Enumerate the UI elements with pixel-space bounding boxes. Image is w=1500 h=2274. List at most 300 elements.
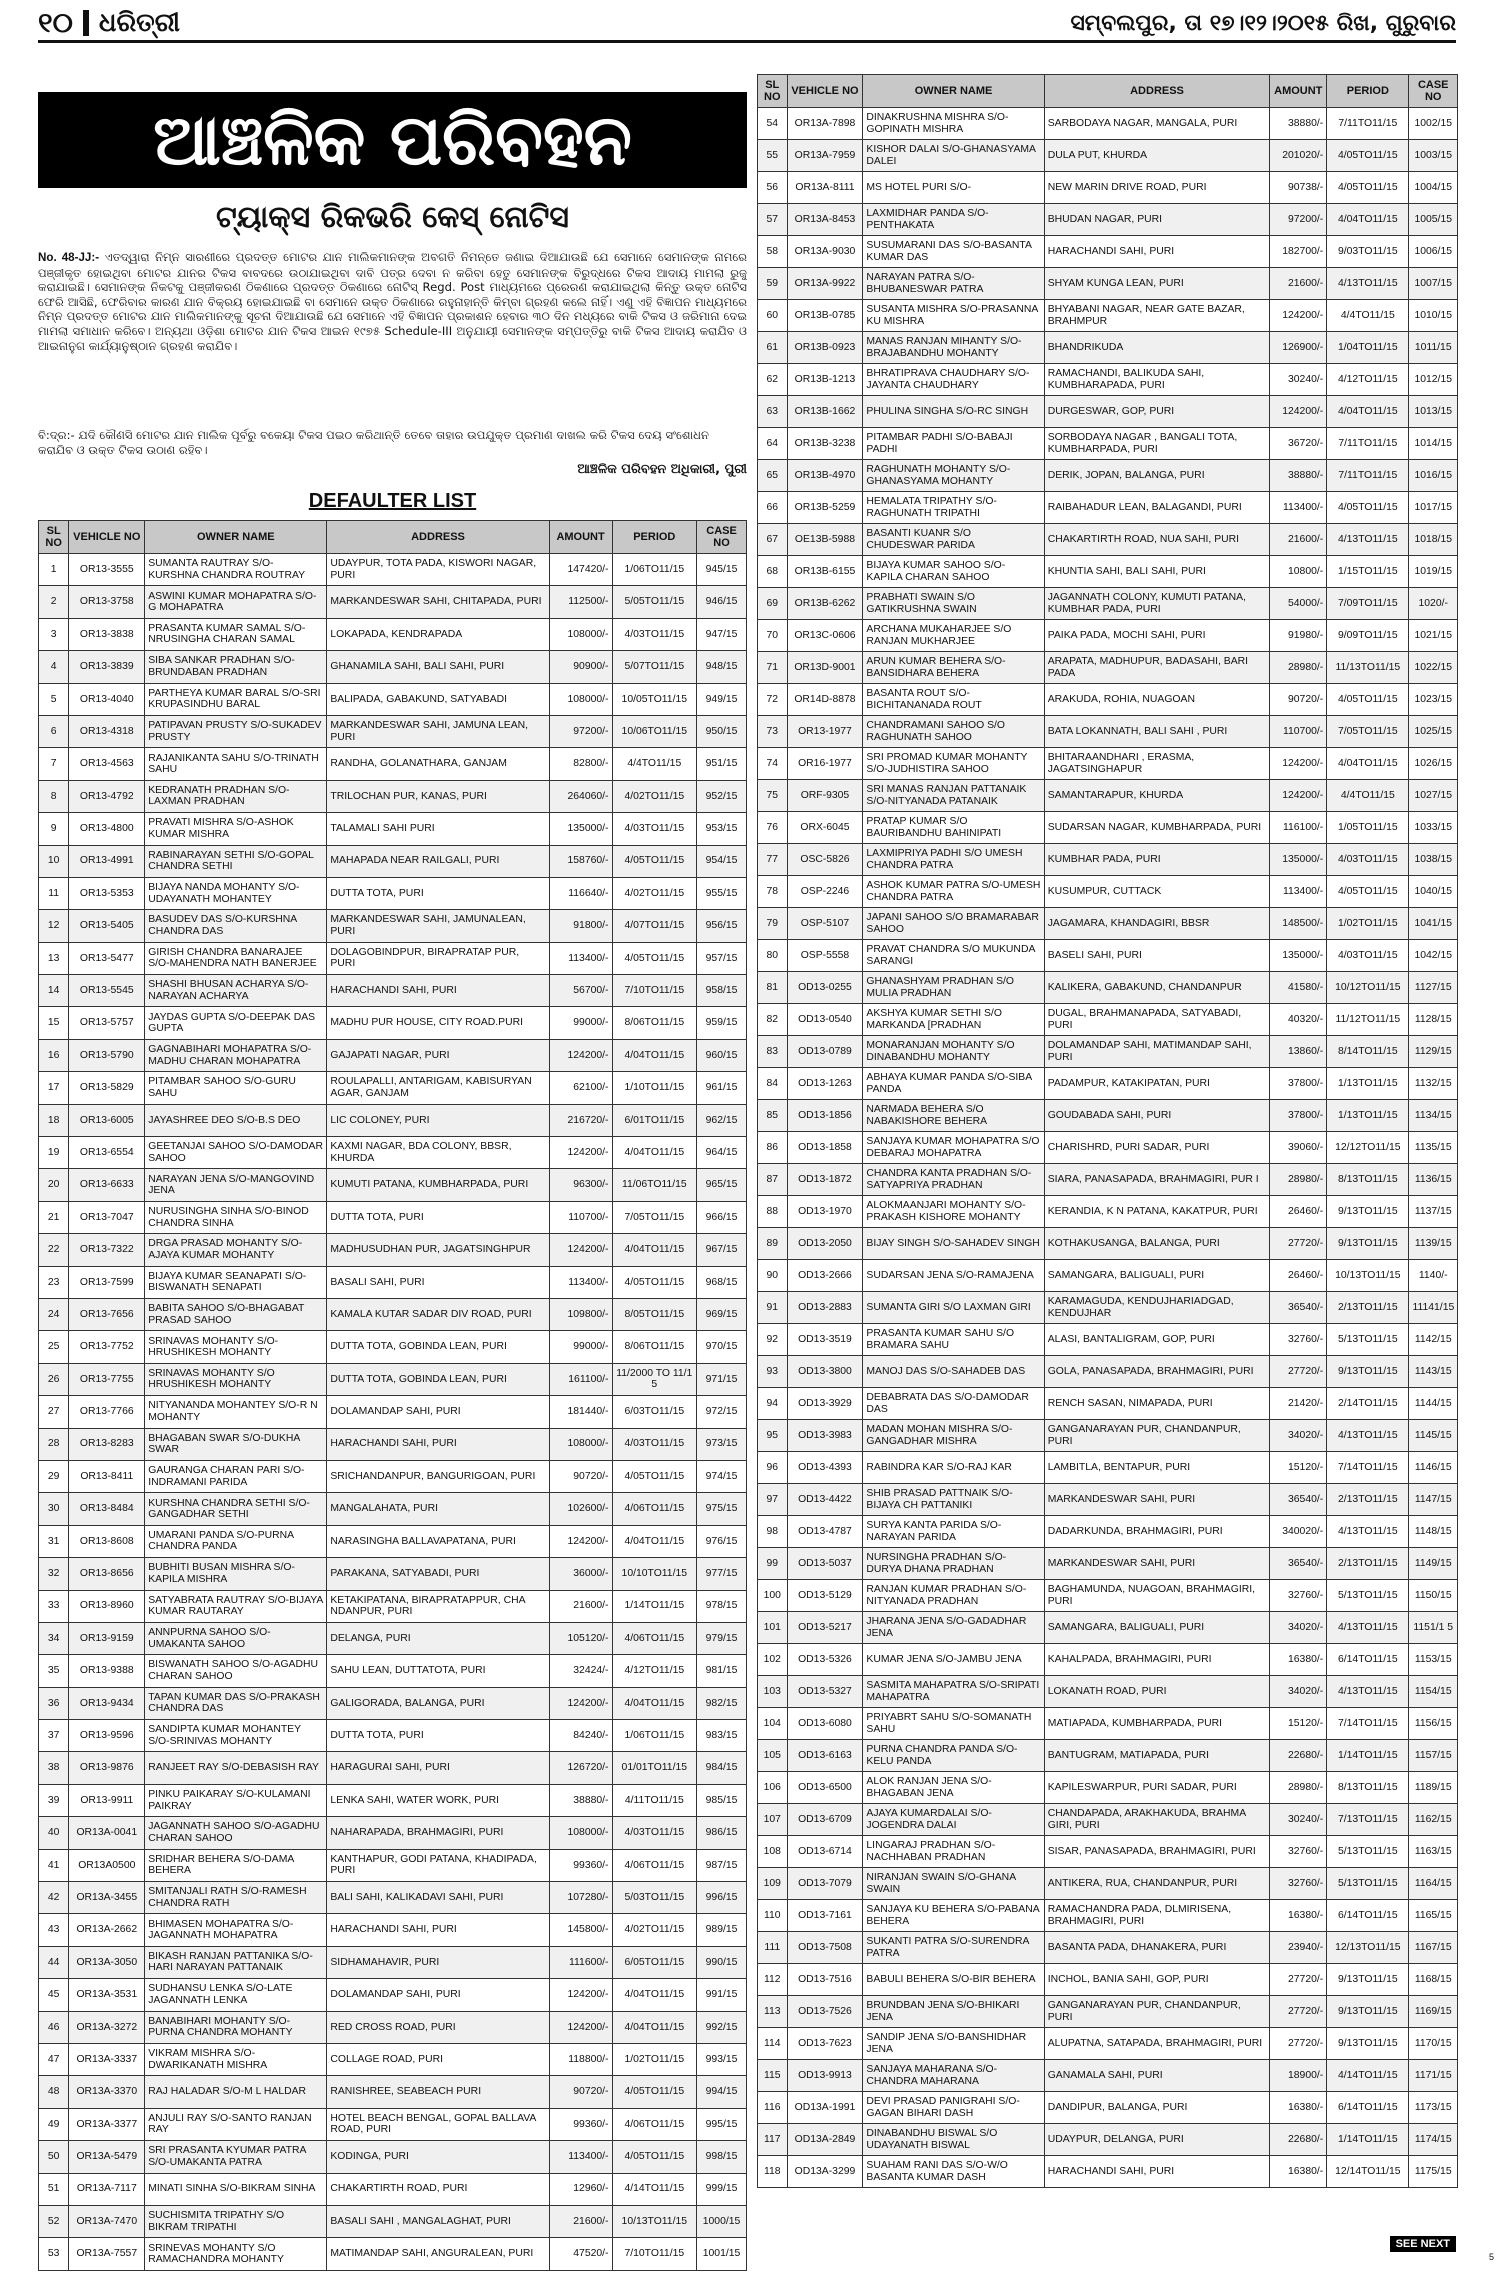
cell-amount: 181440/- <box>549 1396 612 1428</box>
cell-vehicle: OD13-7526 <box>787 1996 863 2028</box>
cell-case: 995/15 <box>697 2108 747 2140</box>
cell-vehicle: OR13-7599 <box>69 1266 145 1298</box>
cell-amount: 112500/- <box>549 586 612 618</box>
table-row <box>39 1817 747 1849</box>
cell-period: 1/10TO11/15 <box>612 1072 697 1104</box>
cell-sl: 42 <box>39 1882 69 1914</box>
cell-address: NARASINGHA BALLAVAPATANA, PURI <box>327 1525 549 1557</box>
cell-case: 971/15 <box>697 1363 747 1395</box>
cell-address: DOLAMANDAP SAHI, PURI <box>327 1979 549 2011</box>
table-row <box>39 1428 747 1460</box>
cell-owner: SASMITA MAHAPATRA S/O-SRIPATI MAHAPATRA <box>863 1676 1044 1708</box>
col-vehicle: VEHICLE NO <box>69 521 145 554</box>
table-row <box>758 1356 1458 1388</box>
cell-case: 1135/15 <box>1409 1132 1458 1164</box>
table-row <box>39 1234 747 1266</box>
cell-case: 973/15 <box>697 1428 747 1460</box>
cell-vehicle: OD13-5129 <box>787 1580 863 1612</box>
cell-period: 4/02TO11/15 <box>612 1914 697 1946</box>
cell-sl: 23 <box>39 1266 69 1298</box>
cell-period: 4/12TO11/15 <box>1327 364 1409 396</box>
cell-owner: DRGA PRASAD MOHANTY S/O-AJAYA KUMAR MOHANTY <box>145 1234 327 1266</box>
cell-amount: 30240/- <box>1270 364 1327 396</box>
cell-period: 4/14TO11/15 <box>612 2173 697 2205</box>
cell-case: 1006/15 <box>1409 236 1458 268</box>
cell-period: 10/10TO11/15 <box>612 1558 697 1590</box>
cell-vehicle: OSP-2246 <box>787 876 863 908</box>
cell-sl: 82 <box>758 1004 788 1036</box>
cell-address: BASALI SAHI , MANGALAGHAT, PURI <box>327 2205 549 2237</box>
table-row <box>758 1804 1458 1836</box>
table-row <box>39 1460 747 1492</box>
cell-period: 9/13TO11/15 <box>1327 1964 1409 1996</box>
cell-period: 4/02TO11/15 <box>612 780 697 812</box>
cell-owner: RANJEET RAY S/O-DEBASISH RAY <box>145 1752 327 1784</box>
cell-sl: 90 <box>758 1260 788 1292</box>
cell-address: BHYABANI NAGAR, NEAR GATE BAZAR, BRAHMPUR <box>1044 300 1270 332</box>
cell-owner: BIKASH RANJAN PATTANIKA S/O-HARI NARAYAN PATTANAIK <box>145 1946 327 1978</box>
cell-address: LOKANATH ROAD, PURI <box>1044 1676 1270 1708</box>
table-row <box>758 204 1458 236</box>
cell-case: 1005/15 <box>1409 204 1458 236</box>
cell-period: 4/03TO11/15 <box>612 1817 697 1849</box>
cell-owner: RAGHUNATH MOHANTY S/O-GHANASYAMA MOHANTY <box>863 460 1044 492</box>
cell-owner: SHIB PRASAD PATTNAIK S/O-BIJAYA CH PATTANIKI <box>863 1484 1044 1516</box>
cell-vehicle: OD13-4787 <box>787 1516 863 1548</box>
cell-owner: MANOJ DAS S/O-SAHADEB DAS <box>863 1356 1044 1388</box>
cell-period: 1/13TO11/15 <box>1327 1068 1409 1100</box>
cell-address: MARKANDESWAR SAHI, PURI <box>1044 1548 1270 1580</box>
table-row <box>758 940 1458 972</box>
cell-case: 1019/15 <box>1409 556 1458 588</box>
cell-period: 9/13TO11/15 <box>1327 1996 1409 2028</box>
cell-amount: 22680/- <box>1270 2124 1327 2156</box>
cell-amount: 99360/- <box>549 1849 612 1881</box>
cell-sl: 21 <box>39 1201 69 1233</box>
cell-period: 4/11TO11/15 <box>612 1784 697 1816</box>
cell-owner: NURUSINGHA SINHA S/O-BINOD CHANDRA SINHA <box>145 1201 327 1233</box>
cell-period: 4/04TO11/15 <box>612 1525 697 1557</box>
cell-amount: 124200/- <box>549 1979 612 2011</box>
cell-period: 7/13TO11/15 <box>1327 1804 1409 1836</box>
cell-vehicle: OR13B-5259 <box>787 492 863 524</box>
cell-vehicle: OR13A-9030 <box>787 236 863 268</box>
cell-sl: 16 <box>39 1039 69 1071</box>
cell-sl: 65 <box>758 460 788 492</box>
cell-sl: 88 <box>758 1196 788 1228</box>
cell-sl: 2 <box>39 586 69 618</box>
table-row <box>39 1363 747 1395</box>
cell-vehicle: OR13B-1213 <box>787 364 863 396</box>
cell-sl: 25 <box>39 1331 69 1363</box>
cell-vehicle: OR13-9876 <box>69 1752 145 1784</box>
table-row <box>39 845 747 877</box>
cell-vehicle: OD13-1970 <box>787 1196 863 1228</box>
cell-vehicle: OR13-5757 <box>69 1007 145 1039</box>
cell-sl: 5 <box>39 683 69 715</box>
table-row <box>39 1493 747 1525</box>
table-row <box>39 1914 747 1946</box>
cell-amount: 216720/- <box>549 1104 612 1136</box>
cell-owner: SUDARSAN JENA S/O-RAMAJENA <box>863 1260 1044 1292</box>
cell-owner: SRI MANAS RANJAN PATTANAIK S/O-NITYANADA PATANAIK <box>863 780 1044 812</box>
cell-address: ANTIKERA, RUA, CHANDANPUR, PURI <box>1044 1868 1270 1900</box>
cell-sl: 29 <box>39 1460 69 1492</box>
cell-sl: 3 <box>39 618 69 650</box>
cell-period: 1/13TO11/15 <box>1327 1100 1409 1132</box>
cell-amount: 113400/- <box>549 2141 612 2173</box>
cell-case: 1127/15 <box>1409 972 1458 1004</box>
cell-sl: 8 <box>39 780 69 812</box>
table-row <box>758 716 1458 748</box>
cell-sl: 99 <box>758 1548 788 1580</box>
cell-amount: 111600/- <box>549 1946 612 1978</box>
cell-case: 977/15 <box>697 1558 747 1590</box>
cell-address: MADHUSUDHAN PUR, JAGATSINGHPUR <box>327 1234 549 1266</box>
cell-address: MATIMANDAP SAHI, ANGURALEAN, PURI <box>327 2238 549 2270</box>
cell-vehicle: OR13-4318 <box>69 715 145 747</box>
cell-address: JAGAMARA, KHANDAGIRI, BBSR <box>1044 908 1270 940</box>
cell-address: MAHAPADA NEAR RAILGALI, PURI <box>327 845 549 877</box>
table-row <box>39 2205 747 2237</box>
cell-vehicle: OD13-7516 <box>787 1964 863 1996</box>
cell-case: 1173/15 <box>1409 2092 1458 2124</box>
cell-address: CHARISHRD, PURI SADAR, PURI <box>1044 1132 1270 1164</box>
cell-case: 1149/15 <box>1409 1548 1458 1580</box>
cell-vehicle: OR13-6633 <box>69 1169 145 1201</box>
cell-sl: 94 <box>758 1388 788 1420</box>
cell-period: 6/14TO11/15 <box>1327 1644 1409 1676</box>
cell-vehicle: OR13A-8453 <box>787 204 863 236</box>
cell-address: DERIK, JOPAN, BALANGA, PURI <box>1044 460 1270 492</box>
cell-sl: 44 <box>39 1946 69 1978</box>
cell-case: 1163/15 <box>1409 1836 1458 1868</box>
cell-sl: 59 <box>758 268 788 300</box>
cell-address: KHUNTIA SAHI, BALI SAHI, PURI <box>1044 556 1270 588</box>
cell-case: 1041/15 <box>1409 908 1458 940</box>
table-row <box>39 1396 747 1428</box>
cell-case: 1143/15 <box>1409 1356 1458 1388</box>
table-row <box>758 1324 1458 1356</box>
cell-vehicle: OR13-4792 <box>69 780 145 812</box>
cell-address: GANGANARAYAN PUR, CHANDANPUR, PURI <box>1044 1996 1270 2028</box>
cell-amount: 91800/- <box>549 910 612 942</box>
cell-owner: BUBHITI BUSAN MISHRA S/O-KAPILA MISHRA <box>145 1558 327 1590</box>
cell-amount: 109800/- <box>549 1298 612 1330</box>
cell-vehicle: OR13A-3455 <box>69 1882 145 1914</box>
table-row <box>758 172 1458 204</box>
cell-address: RAIBAHADUR LEAN, BALAGANDI, PURI <box>1044 492 1270 524</box>
cell-period: 9/03TO11/15 <box>1327 236 1409 268</box>
cell-owner: SRINEVAS MOHANTY S/O RAMACHANDRA MOHANTY <box>145 2238 327 2270</box>
cell-sl: 112 <box>758 1964 788 1996</box>
cell-sl: 30 <box>39 1493 69 1525</box>
cell-period: 4/06TO11/15 <box>612 1622 697 1654</box>
cell-vehicle: OD13-3800 <box>787 1356 863 1388</box>
cell-case: 993/15 <box>697 2043 747 2075</box>
cell-period: 8/13TO11/15 <box>1327 1772 1409 1804</box>
cell-owner: PITAMBAR PADHI S/O-BABAJI PADHI <box>863 428 1044 460</box>
cell-amount: 161100/- <box>549 1363 612 1395</box>
cell-amount: 36540/- <box>1270 1484 1327 1516</box>
cell-case: 970/15 <box>697 1331 747 1363</box>
cell-sl: 4 <box>39 651 69 683</box>
cell-vehicle: OD13-5217 <box>787 1612 863 1644</box>
cell-owner: SUMANTA GIRI S/O LAXMAN GIRI <box>863 1292 1044 1324</box>
cell-sl: 106 <box>758 1772 788 1804</box>
cell-amount: 28980/- <box>1270 1772 1327 1804</box>
cell-address: LAMBITLA, BENTAPUR, PURI <box>1044 1452 1270 1484</box>
cell-period: 4/04TO11/15 <box>1327 204 1409 236</box>
cell-period: 7/10TO11/15 <box>612 2238 697 2270</box>
table-row <box>758 1996 1458 2028</box>
cell-address: SIDHAMAHAVIR, PURI <box>327 1946 549 1978</box>
cell-case: 999/15 <box>697 2173 747 2205</box>
cell-amount: 38880/- <box>1270 108 1327 140</box>
cell-vehicle: OR14D-8878 <box>787 684 863 716</box>
cell-period: 12/14TO11/15 <box>1327 2156 1409 2188</box>
cell-sl: 48 <box>39 2076 69 2108</box>
cell-period: 4/13TO11/15 <box>1327 1676 1409 1708</box>
cell-period: 5/13TO11/15 <box>1327 1580 1409 1612</box>
cell-period: 6/03TO11/15 <box>612 1396 697 1428</box>
table-row <box>39 975 747 1007</box>
table-row <box>758 556 1458 588</box>
cell-owner: ARUN KUMAR BEHERA S/O-BANSIDHARA BEHERA <box>863 652 1044 684</box>
cell-sl: 34 <box>39 1622 69 1654</box>
cell-period: 6/14TO11/15 <box>1327 1900 1409 1932</box>
cell-owner: SUSUMARANI DAS S/O-BASANTA KUMAR DAS <box>863 236 1044 268</box>
cell-owner: LAXMIDHAR PANDA S/O-PENTHAKATA <box>863 204 1044 236</box>
cell-case: 1017/15 <box>1409 492 1458 524</box>
cell-vehicle: OD13-1858 <box>787 1132 863 1164</box>
cell-sl: 63 <box>758 396 788 428</box>
cell-amount: 105120/- <box>549 1622 612 1654</box>
cell-sl: 28 <box>39 1428 69 1460</box>
cell-amount: 47520/- <box>549 2238 612 2270</box>
cell-owner: SUMANTA RAUTRAY S/O-KURSHNA CHANDRA ROUTRAY <box>145 554 327 586</box>
cell-address: SUDARSAN NAGAR, KUMBHARPADA, PURI <box>1044 812 1270 844</box>
cell-case: 1153/15 <box>1409 1644 1458 1676</box>
cell-amount: 124200/- <box>549 1687 612 1719</box>
cell-case: 974/15 <box>697 1460 747 1492</box>
cell-owner: SANDIPTA KUMAR MOHANTEY S/O-SRINIVAS MOHANTY <box>145 1720 327 1752</box>
cell-amount: 21600/- <box>549 1590 612 1622</box>
cell-case: 996/15 <box>697 1882 747 1914</box>
cell-sl: 58 <box>758 236 788 268</box>
cell-vehicle: OR13-9434 <box>69 1687 145 1719</box>
cell-address: KETAKIPATANA, BIRAPRATAPPUR, CHA NDANPUR, PURI <box>327 1590 549 1622</box>
cell-sl: 105 <box>758 1740 788 1772</box>
cell-owner: SUDHANSU LENKA S/O-LATE JAGANNATH LENKA <box>145 1979 327 2011</box>
table-row <box>39 2011 747 2043</box>
cell-owner: SANDIP JENA S/O-BANSHIDHAR JENA <box>863 2028 1044 2060</box>
table-row <box>758 140 1458 172</box>
col-amount: AMOUNT <box>549 521 612 554</box>
cell-case: 992/15 <box>697 2011 747 2043</box>
cell-period: 7/11TO11/15 <box>1327 460 1409 492</box>
cell-period: 4/03TO11/15 <box>1327 940 1409 972</box>
cell-case: 1016/15 <box>1409 460 1458 492</box>
table-row <box>758 300 1458 332</box>
cell-address: KERANDIA, K N PATANA, KAKATPUR, PURI <box>1044 1196 1270 1228</box>
cell-address: HARAGURAI SAHI, PURI <box>327 1752 549 1784</box>
cell-sl: 114 <box>758 2028 788 2060</box>
cell-period: 4/07TO11/15 <box>612 910 697 942</box>
cell-case: 1002/15 <box>1409 108 1458 140</box>
cell-period: 4/04TO11/15 <box>612 1234 697 1266</box>
cell-address: GALIGORADA, BALANGA, PURI <box>327 1687 549 1719</box>
cell-owner: DINABANDHU BISWAL S/O UDAYANATH BISWAL <box>863 2124 1044 2156</box>
cell-vehicle: OD13-2883 <box>787 1292 863 1324</box>
cell-vehicle: OD13-2050 <box>787 1228 863 1260</box>
cell-vehicle: OD13-6500 <box>787 1772 863 1804</box>
cell-sl: 53 <box>39 2238 69 2270</box>
see-next-label: SEE NEXT <box>1390 2236 1456 2252</box>
cell-sl: 35 <box>39 1655 69 1687</box>
table-row <box>758 1612 1458 1644</box>
cell-owner: ANJULI RAY S/O-SANTO RANJAN RAY <box>145 2108 327 2140</box>
cell-amount: 135000/- <box>1270 940 1327 972</box>
cell-amount: 90720/- <box>549 2076 612 2108</box>
cell-case: 1132/15 <box>1409 1068 1458 1100</box>
cell-case: 1012/15 <box>1409 364 1458 396</box>
cell-address: DOLAMANDAP SAHI, MATIMANDAP SAHI, PURI <box>1044 1036 1270 1068</box>
cell-address: ROULAPALLI, ANTARIGAM, KABISURYAN AGAR, GANJAM <box>327 1072 549 1104</box>
table-row <box>758 1740 1458 1772</box>
table-row <box>758 972 1458 1004</box>
col-address: ADDRESS <box>1044 75 1270 108</box>
cell-owner: PHULINA SINGHA S/O-RC SINGH <box>863 396 1044 428</box>
cell-amount: 97200/- <box>1270 204 1327 236</box>
cell-address: PADAMPUR, KATAKIPATAN, PURI <box>1044 1068 1270 1100</box>
cell-address: KALIKERA, GABAKUND, CHANDANPUR <box>1044 972 1270 1004</box>
cell-owner: TAPAN KUMAR DAS S/O-PRAKASH CHANDRA DAS <box>145 1687 327 1719</box>
cell-amount: 13860/- <box>1270 1036 1327 1068</box>
cell-period: 1/14TO11/15 <box>1327 2124 1409 2156</box>
cell-sl: 14 <box>39 975 69 1007</box>
cell-sl: 104 <box>758 1708 788 1740</box>
cell-address: CHAKARTIRTH ROAD, PURI <box>327 2173 549 2205</box>
cell-period: 4/04TO11/15 <box>612 1979 697 2011</box>
cell-vehicle: OR13-7766 <box>69 1396 145 1428</box>
cell-amount: 21600/- <box>1270 268 1327 300</box>
cell-address: CHAKARTIRTH ROAD, NUA SAHI, PURI <box>1044 524 1270 556</box>
cell-vehicle: OR13-4800 <box>69 813 145 845</box>
table-row <box>758 1868 1458 1900</box>
cell-vehicle: OR13-7755 <box>69 1363 145 1395</box>
cell-vehicle: OD13-3983 <box>787 1420 863 1452</box>
cell-sl: 38 <box>39 1752 69 1784</box>
cell-case: 1018/15 <box>1409 524 1458 556</box>
cell-amount: 148500/- <box>1270 908 1327 940</box>
cell-amount: 26460/- <box>1270 1196 1327 1228</box>
cell-case: 1171/15 <box>1409 2060 1458 2092</box>
cell-case: 1020/- <box>1409 588 1458 620</box>
col-owner: OWNER NAME <box>863 75 1044 108</box>
cell-case: 985/15 <box>697 1784 747 1816</box>
cell-period: 4/05TO11/15 <box>1327 876 1409 908</box>
table-header-row <box>758 75 1458 108</box>
table-row <box>758 908 1458 940</box>
cell-amount: 113400/- <box>1270 876 1327 908</box>
table-row <box>39 877 747 909</box>
cell-owner: UMARANI PANDA S/O-PURNA CHANDRA PANDA <box>145 1525 327 1557</box>
cell-case: 982/15 <box>697 1687 747 1719</box>
cell-amount: 16380/- <box>1270 1644 1327 1676</box>
table-row <box>39 1525 747 1557</box>
cell-period: 4/05TO11/15 <box>612 1460 697 1492</box>
table-row <box>758 1228 1458 1260</box>
cell-vehicle: OR13-4563 <box>69 748 145 780</box>
cell-period: 4/05TO11/15 <box>612 2076 697 2108</box>
cell-vehicle: OD13-6709 <box>787 1804 863 1836</box>
cell-case: 1000/15 <box>697 2205 747 2237</box>
cell-amount: 108000/- <box>549 1428 612 1460</box>
cell-owner: PRAVATI MISHRA S/O-ASHOK KUMAR MISHRA <box>145 813 327 845</box>
cell-owner: ARCHANA MUKAHARJEE S/O RANJAN MUKHARJEE <box>863 620 1044 652</box>
cell-sl: 27 <box>39 1396 69 1428</box>
table-row <box>758 1068 1458 1100</box>
newspaper-name: ଧରିତ୍ରୀ <box>98 7 181 38</box>
cell-case: 990/15 <box>697 1946 747 1978</box>
cell-amount: 38880/- <box>549 1784 612 1816</box>
cell-case: 972/15 <box>697 1396 747 1428</box>
cell-amount: 10800/- <box>1270 556 1327 588</box>
cell-sl: 19 <box>39 1137 69 1169</box>
cell-amount: 32760/- <box>1270 1836 1327 1868</box>
cell-owner: KUMAR JENA S/O-JAMBU JENA <box>863 1644 1044 1676</box>
cell-amount: 145800/- <box>549 1914 612 1946</box>
cell-owner: PRATAP KUMAR S/O BAURIBANDHU BAHINIPATI <box>863 812 1044 844</box>
cell-period: 4/14TO11/15 <box>1327 2060 1409 2092</box>
cell-sl: 110 <box>758 1900 788 1932</box>
cell-vehicle: OR13-8283 <box>69 1428 145 1460</box>
cell-case: 1145/15 <box>1409 1420 1458 1452</box>
cell-sl: 77 <box>758 844 788 876</box>
cell-vehicle: OR13-8608 <box>69 1525 145 1557</box>
cell-amount: 36540/- <box>1270 1548 1327 1580</box>
cell-period: 7/14TO11/15 <box>1327 1452 1409 1484</box>
cell-vehicle: OD13-6080 <box>787 1708 863 1740</box>
cell-address: GHANAMILA SAHI, BALI SAHI, PURI <box>327 651 549 683</box>
cell-amount: 27720/- <box>1270 1964 1327 1996</box>
table-row <box>39 1655 747 1687</box>
table-row <box>39 1979 747 2011</box>
col-period: PERIOD <box>1327 75 1409 108</box>
cell-owner: SUSANTA MISHRA S/O-PRASANNA KU MISHRA <box>863 300 1044 332</box>
cell-owner: DINAKRUSHNA MISHRA S/O-GOPINATH MISHRA <box>863 108 1044 140</box>
cell-amount: 16380/- <box>1270 1900 1327 1932</box>
cell-period: 7/05TO11/15 <box>1327 716 1409 748</box>
cell-vehicle: OR13D-9001 <box>787 652 863 684</box>
cell-period: 5/13TO11/15 <box>1327 1324 1409 1356</box>
cell-address: SAMANGARA, BALIGUALI, PURI <box>1044 1612 1270 1644</box>
cell-address: MARKANDESWAR SAHI, JAMUNA LEAN, PURI <box>327 715 549 747</box>
cell-sl: 7 <box>39 748 69 780</box>
cell-sl: 107 <box>758 1804 788 1836</box>
table-row <box>758 1196 1458 1228</box>
table-row <box>39 651 747 683</box>
cell-vehicle: OR13-3758 <box>69 586 145 618</box>
table-row <box>758 2060 1458 2092</box>
table-row <box>39 1752 747 1784</box>
cell-amount: 16380/- <box>1270 2092 1327 2124</box>
cell-case: 957/15 <box>697 942 747 974</box>
table-row <box>758 1260 1458 1292</box>
cell-vehicle: OD13A-1991 <box>787 2092 863 2124</box>
cell-period: 4/02TO11/15 <box>612 877 697 909</box>
